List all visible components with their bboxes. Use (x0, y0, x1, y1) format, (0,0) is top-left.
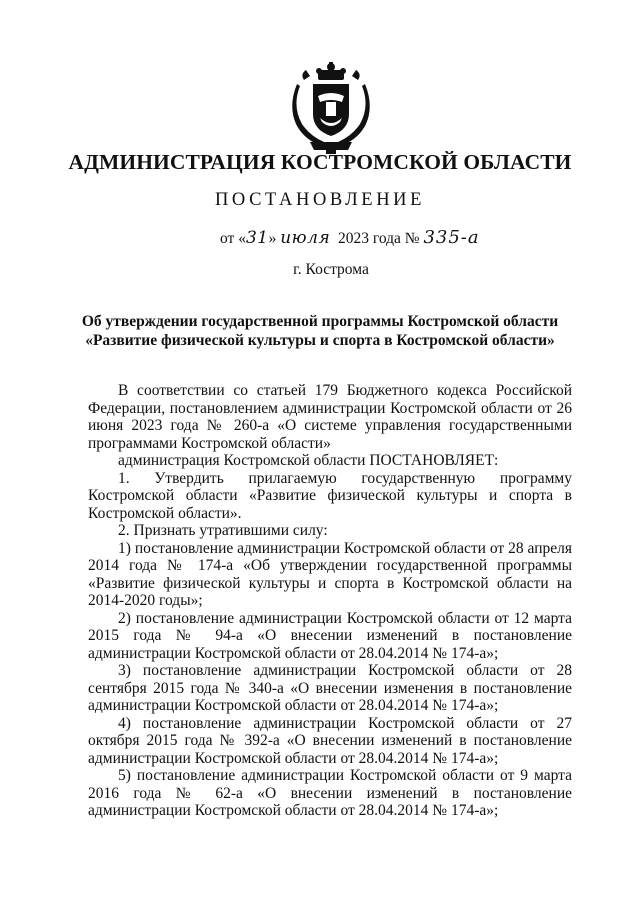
paragraph-subitem-2: 2) постановление администрации Костромской области от 12 марта 2015 года № 94-а «О внесении изменений в постановление администрации Костромской области от 28.04.2014 № 174-а»; (88, 609, 572, 662)
city: г. Кострома (293, 261, 369, 278)
document-number: 335-а (423, 227, 480, 248)
date-prefix: от « (220, 230, 246, 247)
organization-name: АДМИНИСТРАЦИЯ КОСТРОМСКОЙ ОБЛАСТИ (68, 150, 572, 174)
paragraph-preamble: В соответствии со статьей 179 Бюджетного кодекса Российской Федерации, постановлением администрации Костромской области от 26 июня 2023 года № 260-а «О системе управления государственными программами Костромской области» (88, 382, 572, 452)
date-day: 31 (245, 228, 269, 248)
title-line-2: «Развитие физической культуры и спорта в Костромской области» (85, 332, 555, 349)
paragraph-item-2: 2. Признать утратившими силу: (118, 522, 328, 539)
document-title (70, 312, 570, 350)
document-body (88, 382, 572, 820)
paragraph-subitem-4: 4) постановление администрации Костромской области от 27 октября 2015 года № 392-а «О внесении изменений в постановление администрации Костромской области от 28.04.2014 № 174-а»; (88, 714, 572, 767)
kostroma-coat-of-arms-icon (288, 62, 374, 154)
title-line-1: Об утверждении государственной программы Костромской области (81, 313, 559, 330)
document-type: ПОСТАНОВЛЕНИЕ (214, 190, 426, 210)
paragraph-resolves: администрация Костромской области ПОСТАНОВЛЯЕТ: (118, 452, 499, 469)
date-year: 2023 года № (337, 230, 420, 247)
paragraph-subitem-3: 3) постановление администрации Костромской области от 28 сентября 2015 года № 340-а «О внесении изменения в постановление администрации Костромской области от 28.04.2014 № 174-а»; (88, 662, 572, 714)
date-month: июля (280, 228, 331, 248)
paragraph-subitem-5: 5) постановление администрации Костромской области от 9 марта 2016 года № 62-а «О внесении изменений в постановление администрации Костромской области от 28.04.2014 № 174-а»; (88, 767, 572, 819)
date-mid: » (268, 230, 277, 247)
date-number-line (220, 227, 480, 248)
paragraph-item-1: 1. Утвердить прилагаемую государственную программу Костромской области «Развитие физической культуры и спорта в Костромской области». (88, 469, 572, 522)
paragraph-subitem-1: 1) постановление администрации Костромской области от 28 апреля 2014 года № 174-а «Об утверждении государственной программы «Развитие физической культуры и спорта в Костромской области на 2014-2020 годы»; (88, 539, 572, 609)
